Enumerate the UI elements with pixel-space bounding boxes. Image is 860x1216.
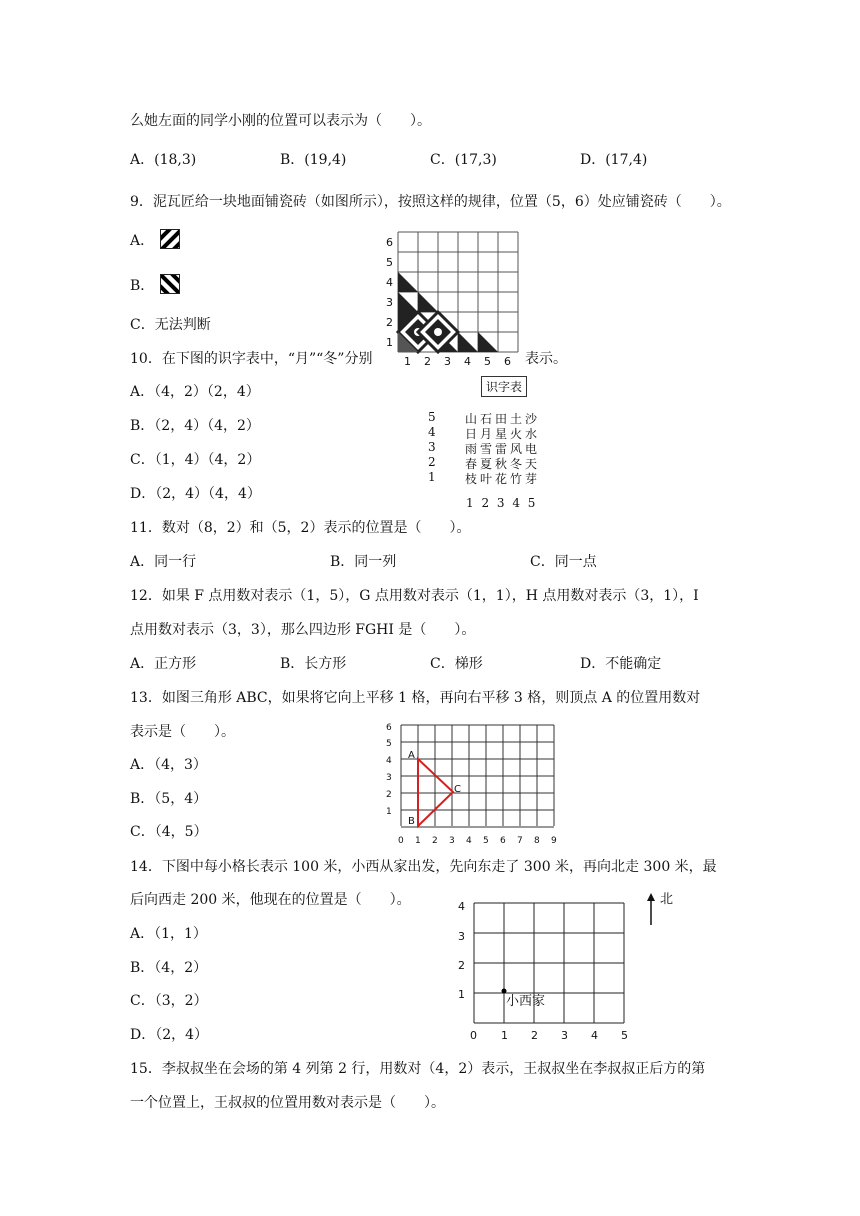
x-tick: 5 <box>621 1029 628 1042</box>
north-label: 北 <box>660 892 674 907</box>
q13-option-b: B．（5，4） <box>130 791 208 807</box>
q15-stem-line2: 一个位置上，王叔叔的位置用数对表示是（ ）。 <box>130 1095 445 1111</box>
table-row: 雨雪雷风电 <box>465 442 541 456</box>
x-tick: 3 <box>444 355 451 368</box>
q14-stem-line1: 14．下图中每小格长表示 100 米，小西从家出发，先向东走了 300 米，再向北走 300 米，最 <box>130 859 717 875</box>
q11-stem: 11．数对（8，2）和（5，2）表示的位置是（ ）。 <box>130 520 471 536</box>
x-tick: 5 <box>484 355 491 368</box>
q12-stem-line1: 12．如果 F 点用数对表示（1，5），G 点用数对表示（1，1），H 点用数对表示（3，1），I <box>130 588 699 604</box>
x-tick: 9 <box>551 836 557 846</box>
y-tick: 4 <box>386 276 393 289</box>
table-row-number: 5 <box>428 410 439 424</box>
q9-stem: 9．泥瓦匠给一块地面铺瓷砖（如图所示），按照这样的规律，位置（5，6）处应铺瓷砖（ ）。 <box>130 194 731 210</box>
y-tick: 2 <box>386 790 392 800</box>
x-tick: 1 <box>404 355 411 368</box>
y-tick: 3 <box>458 930 465 943</box>
q8-option-d: D．(17,4) <box>580 152 648 168</box>
table-row-number: 4 <box>428 425 439 439</box>
q10-stem-right: 表示。 <box>525 351 567 367</box>
q10-option-a: A．（4，2）（2，4） <box>130 384 260 400</box>
q10-option-d: D．（2，4）（4，4） <box>130 486 261 502</box>
x-tick: 0 <box>398 836 404 846</box>
q9-option-b: B． <box>130 278 155 294</box>
x-tick: 8 <box>534 836 540 846</box>
y-tick: 3 <box>386 773 392 783</box>
x-tick: 4 <box>466 836 472 846</box>
x-tick: 2 <box>531 1029 538 1042</box>
grid-y-ticks <box>386 236 393 349</box>
x-tick: 3 <box>561 1029 568 1042</box>
literacy-table-title: 识字表 <box>481 376 527 397</box>
x-tick: 6 <box>504 355 511 368</box>
diagonal-stripe-tile-icon <box>160 229 180 249</box>
q10-option-b: B．（2，4）（4，2） <box>130 418 260 434</box>
q14-option-b: B．（4，2） <box>130 960 208 976</box>
q12-option-a: A．正方形 <box>130 656 197 672</box>
vertex-a-label: A <box>408 750 415 761</box>
table-row: 枝叶花竹芽 <box>465 472 541 486</box>
q14-stem-line2: 后向西走 200 米，他现在的位置是（ ）。 <box>130 892 411 908</box>
north-arrow-icon <box>647 893 655 925</box>
q8-option-b: B．(19,4) <box>280 152 347 168</box>
tile-pattern-grid <box>380 226 525 368</box>
q13-option-a: A．（4，3） <box>130 757 207 773</box>
y-tick: 5 <box>386 256 393 269</box>
q12-option-d: D．不能确定 <box>580 656 662 672</box>
q11-option-a: A．同一行 <box>130 554 197 570</box>
q13-stem-line2: 表示是（ ）。 <box>130 724 235 740</box>
y-tick: 1 <box>386 336 393 349</box>
q14-option-a: A．（1，1） <box>130 926 207 942</box>
q14-option-d: D．（2，4） <box>130 1027 209 1043</box>
q8-stem-tail: 么她左面的同学小刚的位置可以表示为（ ）。 <box>130 113 431 129</box>
map-grid <box>450 885 690 1045</box>
q12-stem-line2: 点用数对表示（3，3），那么四边形 FGHI 是（ ）。 <box>130 622 476 638</box>
table-row: 春夏秋冬天 <box>465 457 541 471</box>
home-label: 小西家 <box>506 994 546 1009</box>
x-tick: 1 <box>415 836 421 846</box>
y-tick: 2 <box>386 316 393 329</box>
y-tick: 2 <box>458 959 465 972</box>
y-tick: 5 <box>386 739 392 749</box>
table-row-number: 3 <box>428 440 439 454</box>
q12-option-c: C．梯形 <box>430 656 483 672</box>
x-tick: 0 <box>470 1029 477 1042</box>
q8-option-c: C．(17,3) <box>430 152 497 168</box>
y-tick: 4 <box>458 900 465 913</box>
back-diagonal-stripe-tile-icon <box>160 274 180 294</box>
y-tick: 3 <box>386 296 393 309</box>
q9-option-c: C．无法判断 <box>130 317 211 333</box>
table-row: 日月星火水 <box>465 427 541 441</box>
q14-option-c: C．（3，2） <box>130 993 208 1009</box>
grid-x-ticks <box>404 355 511 368</box>
table-row: 山石田土沙 <box>465 412 541 426</box>
q12-option-b: B．长方形 <box>280 656 347 672</box>
x-tick: 2 <box>432 836 438 846</box>
q10-stem-left: 10．在下图的识字表中，“月”“冬”分别 <box>130 351 373 367</box>
q11-option-b: B．同一列 <box>330 554 397 570</box>
q11-option-c: C．同一点 <box>530 554 597 570</box>
q13-stem-line1: 13．如图三角形 ABC，如果将它向上平移 1 格，再向右平移 3 格，则顶点 A 的位置用数对 <box>130 690 701 706</box>
x-tick: 4 <box>464 355 471 368</box>
vertex-b-label: B <box>408 816 415 827</box>
x-tick: 5 <box>483 836 489 846</box>
x-tick: 1 <box>501 1029 508 1042</box>
q8-option-a: A．(18,3) <box>130 152 197 168</box>
table-column-numbers: 1 2 3 4 5 <box>466 496 538 510</box>
triangle-grid <box>380 718 570 848</box>
x-tick: 4 <box>591 1029 598 1042</box>
x-tick: 6 <box>500 836 506 846</box>
home-point <box>502 989 507 994</box>
table-row-number: 1 <box>428 470 439 484</box>
y-tick: 1 <box>458 988 465 1001</box>
y-tick: 6 <box>386 236 393 249</box>
q15-stem-line1: 15．李叔叔坐在会场的第 4 列第 2 行，用数对（4，2）表示，王叔叔坐在李叔叔正后方的第 <box>130 1061 706 1077</box>
x-tick: 2 <box>424 355 431 368</box>
vertex-c-label: C <box>454 784 461 795</box>
q13-option-c: C．（4，5） <box>130 824 208 840</box>
x-tick: 3 <box>449 836 455 846</box>
y-tick: 6 <box>386 723 392 733</box>
x-tick: 7 <box>517 836 523 846</box>
q9-option-a: A． <box>130 233 155 249</box>
y-tick: 1 <box>386 807 392 817</box>
q10-option-c: C．（1，4）（4，2） <box>130 452 261 468</box>
y-tick: 4 <box>386 756 392 766</box>
table-row-number: 2 <box>428 455 439 469</box>
